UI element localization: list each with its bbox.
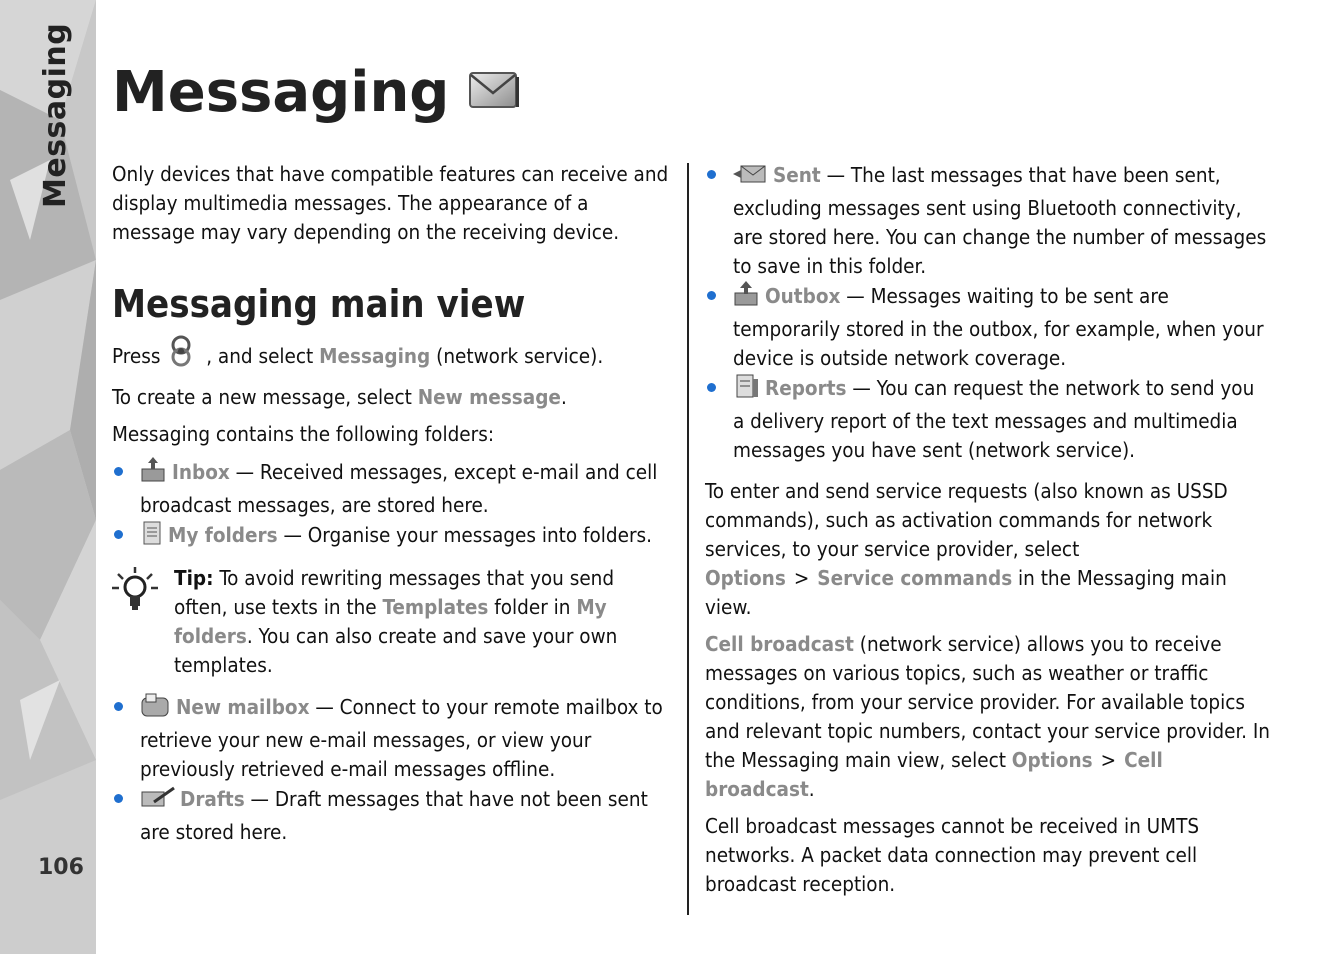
cell-broadcast-link[interactable]: Cell broadcast	[705, 632, 854, 656]
bullet-icon	[707, 383, 716, 392]
templates-link[interactable]: Templates	[382, 595, 489, 619]
page-title-text: Messaging	[112, 60, 450, 125]
folder-desc: — You can request the network to send you a delivery report of the text messages and multimedia messages you have sent (network service).	[733, 376, 1255, 462]
service-text-after: in the Messaging main view.	[705, 566, 1227, 619]
umts-paragraph: Cell broadcast messages cannot be received in UMTS networks. A packet data connection may prevent cell broadcast reception.	[705, 814, 1200, 896]
drafts-icon	[140, 784, 176, 818]
inbox-icon	[140, 457, 168, 491]
side-section-title: Messaging	[38, 22, 73, 208]
press-mid: , and select	[206, 344, 314, 368]
tip-text-before: To avoid rewriting messages that you send often, use texts in the	[174, 566, 615, 619]
reports-icon	[733, 373, 761, 407]
folder-name-outbox[interactable]: Outbox	[765, 284, 841, 308]
folder-desc: — Received messages, except e-mail and cell broadcast messages, are stored here.	[140, 460, 658, 517]
cell-broadcast-paragraph	[705, 630, 1270, 804]
list-item	[112, 784, 672, 847]
outbox-icon	[733, 281, 761, 315]
press-after: (network service).	[436, 344, 604, 368]
bullet-icon	[114, 702, 123, 711]
my-folders-icon	[140, 520, 164, 554]
page-number: 106	[38, 855, 84, 880]
bullet-icon	[114, 794, 123, 803]
cell-text: (network service) allows you to receive messages on various topics, such as weather or traffic conditions, from your service provider. For available topics and relevant topic numbers, contact your service provider. In the Messaging main view, select	[705, 632, 1271, 772]
service-commands-paragraph	[705, 477, 1270, 622]
envelope-icon	[467, 60, 521, 125]
folder-list-continued	[112, 692, 672, 847]
bullet-icon	[707, 170, 716, 179]
list-item	[112, 692, 672, 784]
service-text-before: To enter and send service requests (also known as USSD commands), such as activation commands for network services, to your service provider, select	[705, 479, 1228, 561]
folder-name-my-folders[interactable]: My folders	[168, 523, 278, 547]
tip-label: Tip:	[174, 566, 214, 590]
list-item	[705, 281, 1270, 373]
right-column	[705, 160, 1270, 907]
folders-intro: Messaging contains the following folders:	[112, 422, 495, 446]
new-message-link[interactable]: New message	[417, 385, 561, 409]
folder-list-right	[705, 160, 1270, 465]
menu-separator-2: >	[1100, 748, 1117, 772]
intro-paragraph: Only devices that have compatible features can receive and display multimedia messages. The appearance of a message may vary depending on the receiving device.	[112, 162, 669, 244]
tip-box	[112, 564, 672, 680]
folder-name-drafts[interactable]: Drafts	[180, 787, 245, 811]
side-band	[0, 0, 96, 954]
folder-desc: — The last messages that have been sent, excluding messages sent using Bluetooth connectivity, are stored here. You can change the number of messages to save in this folder.	[733, 163, 1267, 278]
folder-desc: — Draft messages that have not been sent are stored here.	[140, 787, 648, 844]
options-link-2[interactable]: Options	[1011, 748, 1093, 772]
service-commands-link[interactable]: Service commands	[817, 566, 1013, 590]
messaging-link[interactable]: Messaging	[319, 344, 431, 368]
press-instruction	[112, 335, 672, 375]
folder-name-sent[interactable]: Sent	[773, 163, 821, 187]
create-after: .	[560, 385, 567, 409]
folder-name-new-mailbox[interactable]: New mailbox	[176, 695, 310, 719]
folder-name-reports[interactable]: Reports	[765, 376, 847, 400]
list-item	[705, 373, 1270, 465]
section-title: Messaging main view	[112, 282, 526, 326]
sent-icon	[733, 160, 769, 194]
my-folders-link[interactable]: My folders	[174, 595, 607, 648]
folder-list	[112, 457, 672, 554]
folder-desc: — Organise your messages into folders.	[277, 523, 653, 547]
list-item	[112, 520, 672, 554]
cell-broadcast-menu-link[interactable]: Cell broadcast	[705, 748, 1163, 801]
mailbox-icon	[140, 692, 172, 726]
column-divider	[687, 163, 689, 915]
bullet-icon	[707, 291, 716, 300]
bullet-icon	[114, 467, 123, 476]
folder-name-inbox[interactable]: Inbox	[172, 460, 230, 484]
menu-separator: >	[793, 566, 810, 590]
create-instruction	[112, 383, 672, 412]
list-item	[705, 160, 1270, 281]
menu-key-icon	[166, 335, 196, 375]
create-before: To create a new message, select	[112, 385, 412, 409]
tip-text-after: . You can also create and save your own templates.	[174, 624, 618, 677]
page-title	[112, 60, 521, 125]
folder-desc: — Connect to your remote mailbox to retrieve your new e-mail messages, or view your previously retrieved e-mail messages offline.	[140, 695, 663, 781]
bullet-icon	[114, 530, 123, 539]
lightbulb-icon	[112, 566, 158, 620]
options-link[interactable]: Options	[705, 566, 786, 590]
press-before: Press	[112, 344, 161, 368]
list-item	[112, 457, 672, 520]
folder-desc: — Messages waiting to be sent are temporarily stored in the outbox, for example, when your device is outside network coverage.	[733, 284, 1264, 370]
cell-text-after: .	[808, 777, 815, 801]
tip-text-middle: folder in	[488, 595, 577, 619]
left-column	[112, 160, 672, 853]
